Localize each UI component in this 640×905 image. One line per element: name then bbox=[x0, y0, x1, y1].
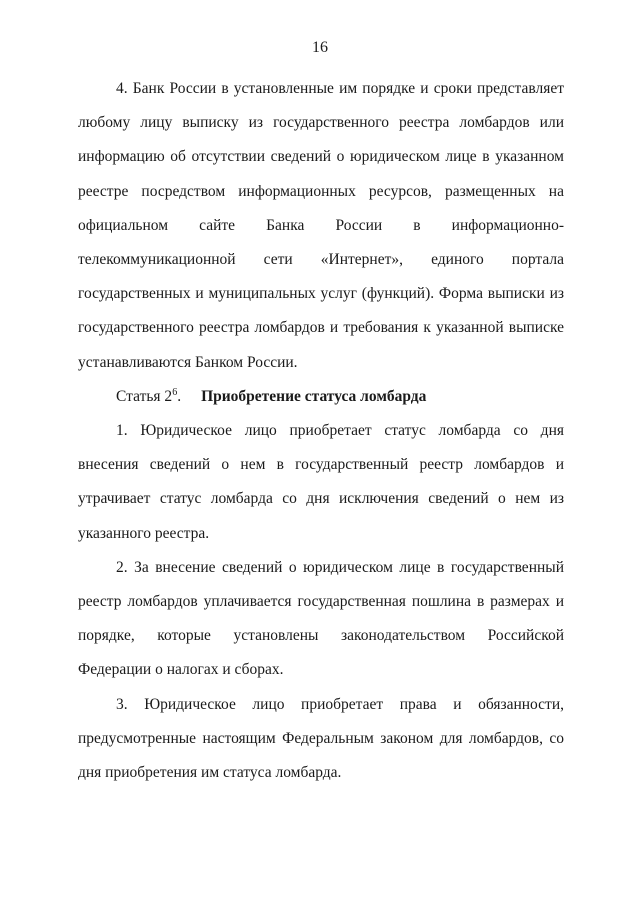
document-body bbox=[78, 72, 564, 790]
article-title: Приобретение статуса ломбарда bbox=[201, 387, 427, 405]
paragraph-2: 2. За внесение сведений о юридическом лице в государственный реестр ломбардов уплачивается государственная пошлина в размерах и порядке, которые установлены законодательством Российской Федерации о налогах и сборах. bbox=[78, 558, 564, 679]
article-label-prefix: Статья 2 bbox=[116, 387, 173, 405]
article-heading bbox=[78, 380, 564, 414]
page-number: 16 bbox=[312, 39, 328, 56]
article-label bbox=[116, 388, 181, 405]
paragraph-3: 3. Юридическое лицо приобретает права и обязанности, предусмотренные настоящим Федеральным законом для ломбардов, со дня приобретения им статуса ломбарда. bbox=[78, 695, 564, 782]
paragraph-4: 4. Банк России в установленные им порядке и сроки представляет любому лицу выписку из государственного реестра ломбардов или информацию об отсутствии сведений о юридическом лице в указанном реестре посредством информационных ресурсов, размещенных на официальном сайте Банка России в информационно-телекоммуникационной сети «Интернет», единого портала государственных и муниципальных услуг (функций). Форма выписки из государственного реестра ломбардов и требования к указанной выписке устанавливаются Банком России. bbox=[78, 80, 564, 371]
article-label-suffix: . bbox=[177, 387, 182, 405]
article-label-superscript: 6 bbox=[172, 386, 178, 398]
paragraph-1: 1. Юридическое лицо приобретает статус ломбарда со дня внесения сведений о нем в государственный реестр ломбардов и утрачивает статус ломбарда со дня исключения сведений о нем из указанного реестра. bbox=[78, 422, 564, 542]
